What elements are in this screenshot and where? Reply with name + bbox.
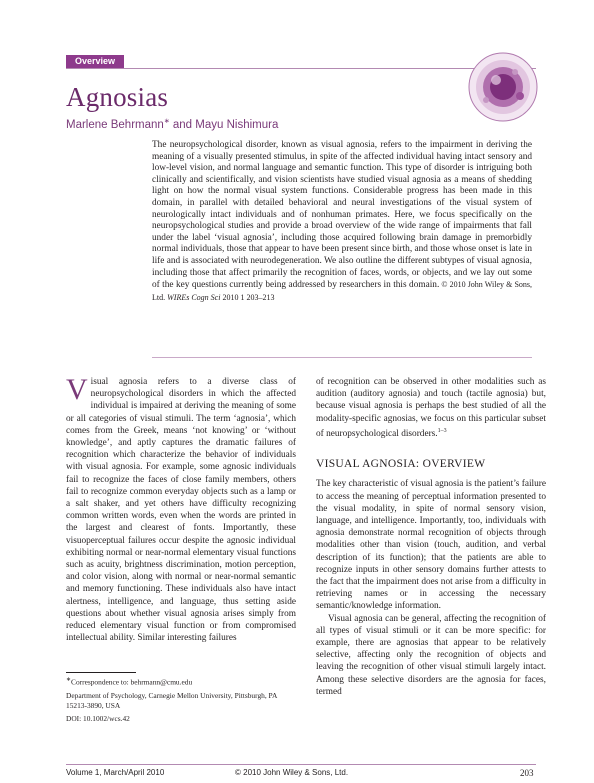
footnote-rule xyxy=(66,672,136,673)
abstract-citation: WIREs Cogn Sci xyxy=(167,292,221,302)
abstract-rule xyxy=(152,357,532,358)
correspondence-note xyxy=(66,676,296,687)
article-title: Agnosias xyxy=(66,82,169,112)
affiliation-note: Department of Psychology, Carnegie Mellon University, Pittsburgh, PA 15213-3890, USA xyxy=(66,691,277,710)
abstract-body: The neuropsychological disorder, known as visual agnosia, refers to the impairment in deriving the meaning of a visually presented stimulus, in spite of the affected individual having intact sensory and low-level vision, and normal language and semantic function. This type of disorder is intriguing both clinically and scientifically, and vision scientists have studied visual agnosia as a means of shedding light on how the normal visual system functions. Considerable progress has been made in this domain, in parallel with detailed behavioral and neural investigations of the visual system of neurologically intact individuals and of nonhuman primates. Here, we focus specifically on the neuropsychological studies and provide a broad overview of the wide range of impairments that fall under the label ‘visual agnosia’, including those acquired following brain damage in premorbidly normal individuals, those that appear to have been present since birth, and those whose onset is late in life and is associated with neurodegeneration. We also outline the different subtypes of visual agnosia, including those that affect primarily the recognition of faces, words, or objects, and we lay out some of the key questions currently being addressed by researchers in this domain. xyxy=(152,140,532,291)
drop-cap: V xyxy=(66,373,88,406)
abstract-citation-rest: 2010 1 203–213 xyxy=(220,292,275,302)
author-rest: and Mayu Nishimura xyxy=(169,118,279,131)
right-paragraph-2: The key characteristic of visual agnosia is the patient’s failure to access the meaning of perceptual information presented to the visual modality, in spite of normal sensory vision, language, and intelligence. Importantly, too, individuals with agnosia demonstrate normal recognition of objects through modalities other than vision (touch, audition, and verbal description of its function); that the patients are able to recognize inputs in other sensory domains further attests to the fact that the impairment does not arise from a difficulty in retrieving names or in accessing the necessary semantic/knowledge information. xyxy=(316,479,547,612)
header-rule xyxy=(66,68,536,69)
correspondence-marker: ∗ xyxy=(66,677,72,683)
intro-text: isual agnosia refers to a diverse class of neuropsychological disorders in which the affected individual is impaired at deriving the meaning of some or all categories of visual stimuli. The term ‘agnosia’, which comes from the Greek, means ‘not knowing’ or ‘without knowledge’, and aptly captures the dramatic failures of recognition which characterize the behavior of individuals with visual agnosia. For example, some agnosic individuals fail to recognize the faces of close family members, others fail to recognize common everyday objects such as a lamp or a salt shaker, and yet others have difficulty recognizing common written words, even when the words are printed in the largest and clearest of fonts. Importantly, these visuoperceptual failures occur despite the agnosic individual exhibiting normal or near-normal elementary visual functions such as acuity, brightness discrimination, motion perception, and color vision, along with normal or near-normal semantic and memory functioning. These individuals also have intact alertness, intelligence, and language, thus setting aside questions about whether visual agnosia arises simply from reduced elementary visual function or from compromised intellectual ability. Similar interesting failures xyxy=(66,377,296,644)
reference-marker: 1–3 xyxy=(437,427,447,434)
section-badge: Overview xyxy=(66,55,124,68)
right-paragraph-3: Visual agnosia can be general, affecting the recognition of all types of visual stimuli or it can be more specific: for example, there are agnosias that appear to be relatively selective, affecting only the recognition of objects and leaving the recognition of other visual stimuli largely intact. Among these selective disorders are the agnosia for faces, termed xyxy=(316,613,546,697)
author-1: Marlene Behrmann xyxy=(66,118,164,131)
right-paragraph-1 xyxy=(316,376,546,440)
page-number: 203 xyxy=(520,768,534,778)
abstract xyxy=(152,140,532,304)
journal-logo-icon xyxy=(468,52,538,122)
doi-note: DOI: 10.1002/wcs.42 xyxy=(66,714,130,724)
right-column xyxy=(316,376,546,698)
footer-volume: Volume 1, March/April 2010 xyxy=(66,768,165,777)
authors xyxy=(66,117,278,131)
right-paragraph-1-text: of recognition can be observed in other modalities such as audition (auditory agnosia) and touch (tactile agnosia) but, because visual agnosia is perhaps the best studied of all the modality-specific agnosias, we focus on this particular subset of neuropsychological disorders. xyxy=(316,377,546,439)
intro-paragraph xyxy=(66,373,296,644)
footnotes xyxy=(66,676,296,728)
footer-copyright: © 2010 John Wiley & Sons, Ltd. xyxy=(235,768,349,777)
abstract-copyright: © 2010 John Wiley & Sons, Ltd. xyxy=(152,280,533,302)
corresponding-marker: ∗ xyxy=(163,118,170,125)
left-column xyxy=(66,373,296,644)
section-heading: VISUAL AGNOSIA: OVERVIEW xyxy=(316,458,486,471)
correspondence-text: Correspondence to: behrmann@cmu.edu xyxy=(71,677,193,687)
footer-rule xyxy=(66,764,536,765)
